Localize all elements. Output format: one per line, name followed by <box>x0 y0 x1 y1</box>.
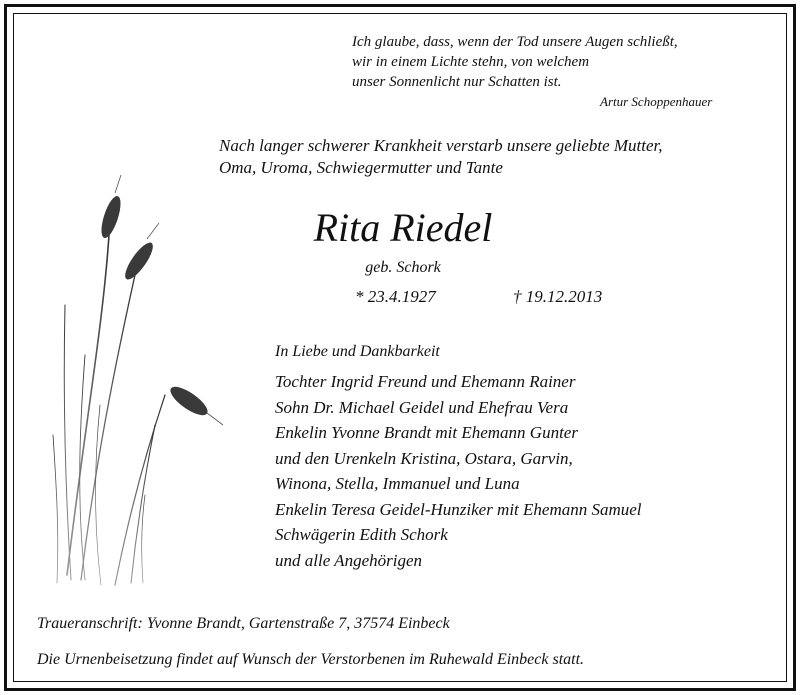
birth-name: geb. Schork <box>365 259 441 276</box>
death-date: † 19.12.2013 <box>513 287 603 306</box>
mourner-line: Enkelin Yvonne Brandt mit Ehemann Gunter <box>275 423 578 442</box>
quote-block <box>352 32 747 109</box>
mourner-line: Sohn Dr. Michael Geidel und Ehefrau Vera <box>275 397 569 417</box>
obituary-frame <box>4 4 796 691</box>
quote-line: unser Sonnenlicht nur Schatten ist. <box>352 74 562 90</box>
mourners-list <box>275 369 642 573</box>
mourner-line: Winona, Stella, Immanuel und Luna <box>275 474 520 493</box>
birth-date: * 23.4.1927 <box>355 287 436 306</box>
intro-line: Oma, Uroma, Schwiegermutter und Tante <box>219 158 503 177</box>
intro-line: Nach langer schwerer Krankheit verstarb unsere geliebte Mutter, <box>219 136 663 155</box>
mourner-line: Tochter Ingrid Freund und Ehemann Rainer <box>275 372 576 391</box>
quote-author: Artur Schoppenhauer <box>600 94 713 109</box>
condolence-address: Traueranschrift: Yvonne Brandt, Gartenstraße 7, 37574 Einbeck <box>37 615 450 632</box>
mourner-line: und alle Angehörigen <box>275 550 422 570</box>
mourner-line: Schwägerin Edith Schork <box>275 525 448 544</box>
signoff-line: In Liebe und Dankbarkeit <box>275 343 440 360</box>
burial-note: Die Urnenbeisetzung findet auf Wunsch der Verstorbenen im Ruhewald Einbeck statt. <box>37 651 585 668</box>
deceased-name: Rita Riedel <box>313 205 493 250</box>
quote-line: wir in einem Lichte stehn, von welchem <box>352 54 590 70</box>
mourner-line: und den Urenkeln Kristina, Ostara, Garvin, <box>275 448 573 468</box>
mourner-line: Enkelin Teresa Geidel-Hunziker mit Ehemann Samuel <box>275 499 642 519</box>
intro-text <box>219 135 663 179</box>
quote-line: Ich glaube, dass, wenn der Tod unsere Augen schließt, <box>352 34 678 50</box>
